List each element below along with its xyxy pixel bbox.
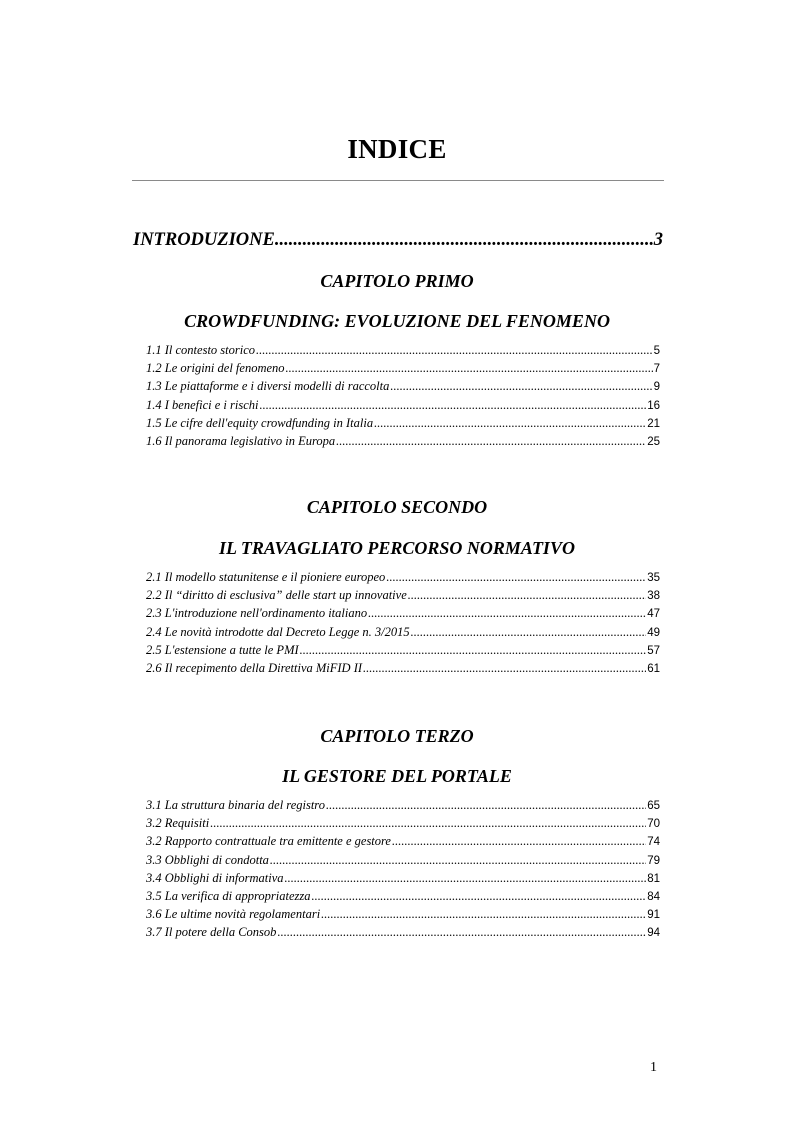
toc-entry-label: 2.5 L'estensione a tutte le PMI [146,642,299,657]
dot-leader [392,834,646,849]
page-title: INDICE [347,134,447,164]
toc-entry[interactable] [146,853,660,871]
toc-entry-label: 1.3 Le piattaforme e i diversi modelli di raccolta [146,379,390,394]
dot-leader [411,625,647,640]
chapter-1-title: CROWDFUNDING: EVOLUZIONE DEL FENOMENO [184,311,610,331]
toc-entry-label: 1.5 Le cifre dell'equity crowdfunding in Italia [146,415,374,430]
toc-entry-page: 47 [647,608,660,621]
dot-leader [390,379,652,394]
chapter-3-heading: CAPITOLO TERZO [320,726,474,746]
toc-entry[interactable] [146,588,660,606]
toc-entry-page: 91 [647,909,660,922]
toc-entry-label: 3.6 Le ultime novità regolamentari [146,907,321,922]
chapter-2-title: IL TRAVAGLIATO PERCORSO NORMATIVO [219,538,575,558]
chapter-2-heading: CAPITOLO SECONDO [306,497,488,517]
dot-leader [336,434,646,449]
chapter-2-toc [146,570,660,679]
toc-entry-label: 3.4 Obblighi di informativa [146,870,284,885]
title-divider [132,180,664,181]
dot-leader [256,343,653,358]
toc-entry-page: 16 [647,399,660,412]
toc-entry[interactable] [146,643,660,661]
chapter-3-toc [146,798,660,944]
toc-entry-label: 1.1 Il contesto storico [146,343,256,357]
toc-entry-page: 21 [647,417,660,430]
dot-leader [311,889,646,904]
toc-entry[interactable] [146,661,660,679]
chapter-3-title: IL GESTORE DEL PORTALE [282,766,512,786]
toc-entry[interactable] [146,871,660,889]
dot-leader [321,907,646,922]
toc-entry[interactable] [146,625,660,643]
intro-page: 3 [653,230,663,250]
toc-entry[interactable] [146,606,660,624]
toc-entry-label: 3.2 Rapporto contrattuale tra emittente e gestore [146,834,391,849]
dot-leader [368,606,646,621]
dot-leader [210,816,646,831]
toc-entry[interactable] [146,798,660,816]
dot-leader [363,661,646,676]
toc-entry-label: 2.4 Le novità introdotte dal Decreto Legge n. 3/2015 [146,624,410,639]
toc-entry-label: 2.2 Il “diritto di esclusiva” delle start up innovative [146,588,407,603]
toc-entry-page: 7 [653,363,660,376]
dot-leader [374,416,646,431]
toc-entry-page: 74 [647,836,660,849]
toc-entry-label: 3.2 Requisiti [146,816,210,831]
toc-entry[interactable] [146,361,660,379]
intro-entry[interactable] [133,230,663,251]
toc-entry-label: 1.2 Le origini del fenomeno [146,361,285,376]
toc-entry-label: 2.1 Il modello statunitense e il pioniere europeo [146,570,386,584]
toc-entry[interactable] [146,379,660,397]
toc-entry[interactable] [146,398,660,416]
toc-entry-label: 1.4 I benefici e i rischi [146,397,259,412]
toc-entry-label: 2.6 Il recepimento della Direttiva MiFID II [146,660,363,675]
toc-entry[interactable] [146,434,660,452]
chapter-1-toc [146,343,660,452]
toc-entry-page: 9 [653,381,660,394]
toc-entry-page: 49 [647,626,660,639]
dot-leader [277,925,646,940]
dot-leader [285,871,647,886]
toc-entry-page: 84 [647,890,660,903]
toc-entry-page: 81 [647,872,660,885]
toc-entry-page: 38 [647,590,660,603]
toc-entry-label: 3.7 Il potere della Consob [146,925,277,940]
dot-leader [259,398,646,413]
toc-entry-label: 3.1 La struttura binaria del registro [146,798,325,812]
toc-entry-page: 57 [647,644,660,657]
toc-entry-page: 70 [647,818,660,831]
toc-entry-page: 5 [653,345,660,357]
dot-leader [270,853,646,868]
toc-entry[interactable] [146,570,660,588]
toc-entry-page: 65 [647,800,660,812]
dot-leader [326,798,646,813]
toc-entry-label: 1.6 Il panorama legislativo in Europa [146,433,336,448]
toc-entry-page: 35 [647,572,660,584]
toc-entry-label: 3.5 La verifica di appropriatezza [146,888,311,903]
toc-entry-page: 61 [647,662,660,675]
toc-entry-label: 3.3 Obblighi di condotta [146,852,269,867]
toc-entry-page: 94 [647,927,660,940]
toc-entry[interactable] [146,343,660,361]
toc-entry-label: 2.3 L'introduzione nell'ordinamento italiano [146,606,368,621]
toc-entry[interactable] [146,907,660,925]
toc-entry[interactable] [146,834,660,852]
page-number: 1 [650,1060,657,1075]
toc-entry-page: 25 [647,435,660,448]
toc-entry-page: 79 [647,854,660,867]
toc-entry[interactable] [146,816,660,834]
dot-leader [286,361,653,376]
chapter-1-heading: CAPITOLO PRIMO [320,271,474,291]
dot-leader [386,570,646,585]
dot-leader [275,230,654,251]
intro-label: INTRODUZIONE [133,230,275,250]
toc-entry[interactable] [146,416,660,434]
dot-leader [408,588,646,603]
toc-entry[interactable] [146,925,660,943]
dot-leader [300,643,647,658]
toc-entry[interactable] [146,889,660,907]
